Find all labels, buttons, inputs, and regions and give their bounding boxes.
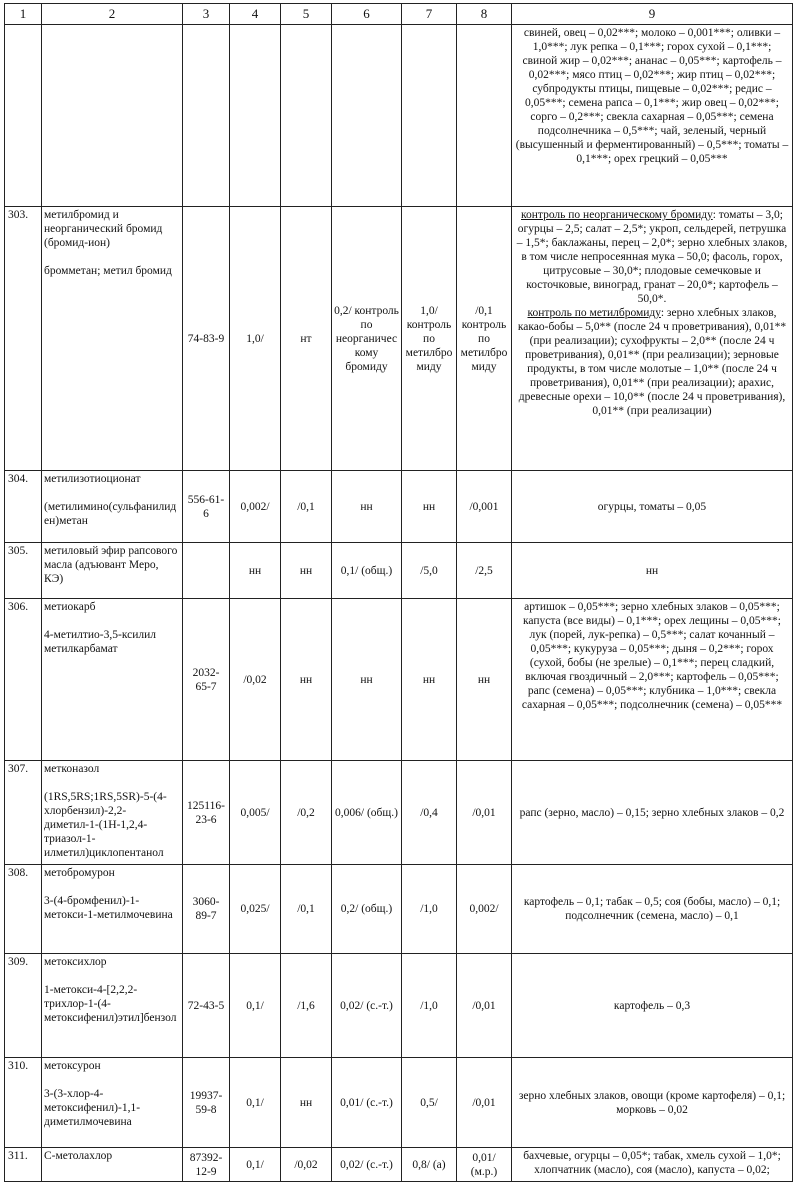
cell-col5: нн	[281, 599, 332, 761]
chemical-name: 4-метилтио-3,5-ксилил метилкарбамат	[44, 629, 157, 655]
cas-number: 2032-65-7	[183, 599, 230, 761]
cell-col5: /0,1	[281, 865, 332, 954]
cas-number: 19937-59-8	[183, 1058, 230, 1148]
chemical-name: 3-(3-хлор-4-метоксифенил)-1,1-диметилмочевина	[44, 1088, 141, 1128]
residue-limits: картофель – 0,3	[512, 954, 793, 1058]
table-row	[5, 471, 793, 543]
cell-col6: 0,1/ (общ.)	[332, 543, 402, 599]
row-number: 303.	[5, 207, 42, 471]
substance-name	[42, 954, 183, 1058]
cell-col7: 0,5/	[402, 1058, 457, 1148]
substance-name	[42, 761, 183, 865]
cell-col6	[332, 25, 402, 207]
cas-number: 74-83-9	[183, 207, 230, 471]
cell-col8: /2,5	[457, 543, 512, 599]
cell-col5: /0,02	[281, 1148, 332, 1182]
residue-limits: нн	[512, 543, 793, 599]
row-number: 309.	[5, 954, 42, 1058]
cell-col4: 0,025/	[230, 865, 281, 954]
cell-col5: нт	[281, 207, 332, 471]
substance-name	[42, 1148, 183, 1182]
column-header: 9	[512, 4, 793, 25]
cell-col7: /1,0	[402, 865, 457, 954]
substance-title: метобромурон	[44, 867, 115, 879]
cell-col6: 0,2/ контроль по неорганическому бромиду	[332, 207, 402, 471]
substance-name	[42, 25, 183, 207]
column-header: 7	[402, 4, 457, 25]
chemical-name: 3-(4-бромфенил)-1-метокси-1-метилмочевина	[44, 895, 173, 921]
residue-limits	[512, 207, 793, 471]
table-row	[5, 954, 793, 1058]
column-header: 2	[42, 4, 183, 25]
cas-number: 3060-89-7	[183, 865, 230, 954]
cell-col5: нн	[281, 1058, 332, 1148]
cell-col8: /0,01	[457, 1058, 512, 1148]
cell-col7	[402, 25, 457, 207]
substance-title: метиокарб	[44, 601, 96, 613]
residue-text: : зерно хлебных злаков, какао-бобы – 5,0** (после 24 ч проветривания), 0,01** (при реализации); сухофрукты – 2,0** (после 24 ч проветривания), 0,01** (при реализации); зерновые продукты, в том числе молотые – 1,0** (после 24 ч проветривания), 0,01** (при реализации); арахис, древесные орехи – 10,0** (после 24 ч проветривания), 0,01** (при реализации)	[517, 307, 787, 417]
cell-col6: 0,01/ (с.-т.)	[332, 1058, 402, 1148]
residue-limits: артишок – 0,05***; зерно хлебных злаков – 0,05***; капуста (все виды) – 0,1***; орех лещины – 0,05***; лук (порей, лук-репка) – 0,5***; салат кочанный – 0,05***; кукуруза – 0,05***; дыня – 0,2***; горох (сухой, бобы (не зрелые) – 0,1***; перец сладкий, включая гвоздичный – 2,0***; картофель – 0,05***; рапс (семена) – 0,05***; клубника – 1,0***; свекла сахарная – 0,05***; подсолнечник (семена) – 0,05***	[512, 599, 793, 761]
pesticide-table	[4, 3, 793, 1182]
cell-col6: 0,02/ (с.-т.)	[332, 1148, 402, 1182]
cell-col8: /0,01	[457, 954, 512, 1058]
row-number: 306.	[5, 599, 42, 761]
cell-col5: /0,2	[281, 761, 332, 865]
cell-col7: 0,8/ (а)	[402, 1148, 457, 1182]
cell-col4: /0,02	[230, 599, 281, 761]
cell-col4: 0,002/	[230, 471, 281, 543]
residue-limits: свиней, овец – 0,02***; молоко – 0,001***; оливки – 1,0***; лук репка – 0,1***; горох сухой – 0,1***; свиной жир – 0,02***; ананас – 0,05***; картофель – 0,02***; мясо птиц – 0,02***; жир птиц – 0,02***; субпродукты птицы, пищевые – 0,02***; редис – 0,05***; семена рапса – 0,1***; жир овец – 0,02***; сорго – 0,2***; свекла сахарная – 0,05***; семена подсолнечника – 0,5***; чай, зеленый, черный (высушенный и ферментированный) – 0,5***; томаты – 0,1***; орех грецкий – 0,05***	[512, 25, 793, 207]
table-row	[5, 865, 793, 954]
cell-col8: /0,01	[457, 761, 512, 865]
chemical-name: бромметан; метил бромид	[44, 265, 172, 277]
cell-col7: нн	[402, 471, 457, 543]
cas-number: 125116-23-6	[183, 761, 230, 865]
cell-col7: нн	[402, 599, 457, 761]
residue-text: : томаты – 3,0; огурцы – 2,5; салат – 2,5*; укроп, сельдерей, петрушка – 1,5*; баклажаны, перец – 2,0*; зерно хлебных злаков, в том числе непросеянная мука – 50,0; фасоль, горох, цитрусовые – 30,0*; плодовые семечковые и косточковые, виноград, гранат – 20,0*; картофель – 50,0*.	[516, 209, 788, 305]
cell-col8: 0,002/	[457, 865, 512, 954]
cell-col7: 1,0/ контроль по метилбромиду	[402, 207, 457, 471]
cell-col6: 0,2/ (общ.)	[332, 865, 402, 954]
cell-col7: /5,0	[402, 543, 457, 599]
table-row	[5, 1058, 793, 1148]
table-row	[5, 1148, 793, 1182]
column-header: 5	[281, 4, 332, 25]
cell-col8: 0,01/ (м.р.)	[457, 1148, 512, 1182]
cell-col8: нн	[457, 599, 512, 761]
cell-col8: /0,001	[457, 471, 512, 543]
cell-col5	[281, 25, 332, 207]
table-row	[5, 25, 793, 207]
table-row	[5, 599, 793, 761]
column-header: 8	[457, 4, 512, 25]
substance-title: метилизотиоционат	[44, 473, 141, 485]
cell-col4: нн	[230, 543, 281, 599]
row-number: 307.	[5, 761, 42, 865]
cell-col8	[457, 25, 512, 207]
control-label-methylbromide: контроль по метилбромиду	[527, 307, 661, 319]
cell-col4: 0,005/	[230, 761, 281, 865]
cell-col5: /0,1	[281, 471, 332, 543]
cell-col5: /1,6	[281, 954, 332, 1058]
row-number: 308.	[5, 865, 42, 954]
cell-col7: /1,0	[402, 954, 457, 1058]
substance-title: метоксурон	[44, 1060, 101, 1072]
chemical-name: (метилимино(сульфанилиден)метан	[44, 501, 177, 527]
substance-name	[42, 1058, 183, 1148]
cell-col4	[230, 25, 281, 207]
cell-col5: нн	[281, 543, 332, 599]
column-header: 4	[230, 4, 281, 25]
table-row	[5, 761, 793, 865]
residue-limits: зерно хлебных злаков, овощи (кроме картофеля) – 0,1; морковь – 0,02	[512, 1058, 793, 1148]
header-row	[5, 4, 793, 25]
residue-limits: огурцы, томаты – 0,05	[512, 471, 793, 543]
cell-col7: /0,4	[402, 761, 457, 865]
column-header: 3	[183, 4, 230, 25]
chemical-name: (1RS,5RS;1RS,5SR)-5-(4-хлорбензил)-2,2-диметил-1-(1H-1,2,4-триазол-1-илметил)циклопентанол	[44, 791, 167, 859]
cell-col4: 0,1/	[230, 1148, 281, 1182]
control-label-inorganic: контроль по неорганическому бромиду	[521, 209, 713, 221]
cell-col4: 1,0/	[230, 207, 281, 471]
cas-number: 87392-12-9	[183, 1148, 230, 1182]
residue-limits: рапс (зерно, масло) – 0,15; зерно хлебных злаков – 0,2	[512, 761, 793, 865]
substance-name	[42, 207, 183, 471]
substance-name	[42, 471, 183, 543]
table-row	[5, 207, 793, 471]
cell-col6: 0,02/ (с.-т.)	[332, 954, 402, 1058]
row-number: 304.	[5, 471, 42, 543]
cas-number: 556-61-6	[183, 471, 230, 543]
cell-col6: 0,006/ (общ.)	[332, 761, 402, 865]
column-header: 6	[332, 4, 402, 25]
chemical-name: 1-метокси-4-[2,2,2-трихлор-1-(4-метоксифенил)этил]бензол	[44, 984, 177, 1024]
substance-title: метконазол	[44, 763, 100, 775]
cell-col4: 0,1/	[230, 954, 281, 1058]
substance-name	[42, 543, 183, 599]
cas-number	[183, 25, 230, 207]
table-row	[5, 543, 793, 599]
substance-title: С-метолахлор	[44, 1150, 113, 1162]
substance-title: метиловый эфир рапсового масла (адъювант Меро, КЭ)	[44, 545, 178, 585]
cas-number: 72-43-5	[183, 954, 230, 1058]
cell-col4: 0,1/	[230, 1058, 281, 1148]
cell-col6: нн	[332, 599, 402, 761]
residue-limits: картофель – 0,1; табак – 0,5; соя (бобы, масло) – 0,1; подсолнечник (семена, масло) – 0,1	[512, 865, 793, 954]
cas-number	[183, 543, 230, 599]
substance-title: метилбромид и неорганический бромид (бромид-ион)	[44, 209, 163, 249]
cell-col6: нн	[332, 471, 402, 543]
row-number: 311.	[5, 1148, 42, 1182]
residue-limits: бахчевые, огурцы – 0,05*; табак, хмель сухой – 1,0*; хлопчатник (масло), соя (масло), капуста – 0,02;	[512, 1148, 793, 1182]
column-header: 1	[5, 4, 42, 25]
row-number	[5, 25, 42, 207]
substance-name	[42, 865, 183, 954]
substance-name	[42, 599, 183, 761]
substance-title: метоксихлор	[44, 956, 107, 968]
cell-col8: /0,1 контроль по метилбромиду	[457, 207, 512, 471]
row-number: 310.	[5, 1058, 42, 1148]
row-number: 305.	[5, 543, 42, 599]
